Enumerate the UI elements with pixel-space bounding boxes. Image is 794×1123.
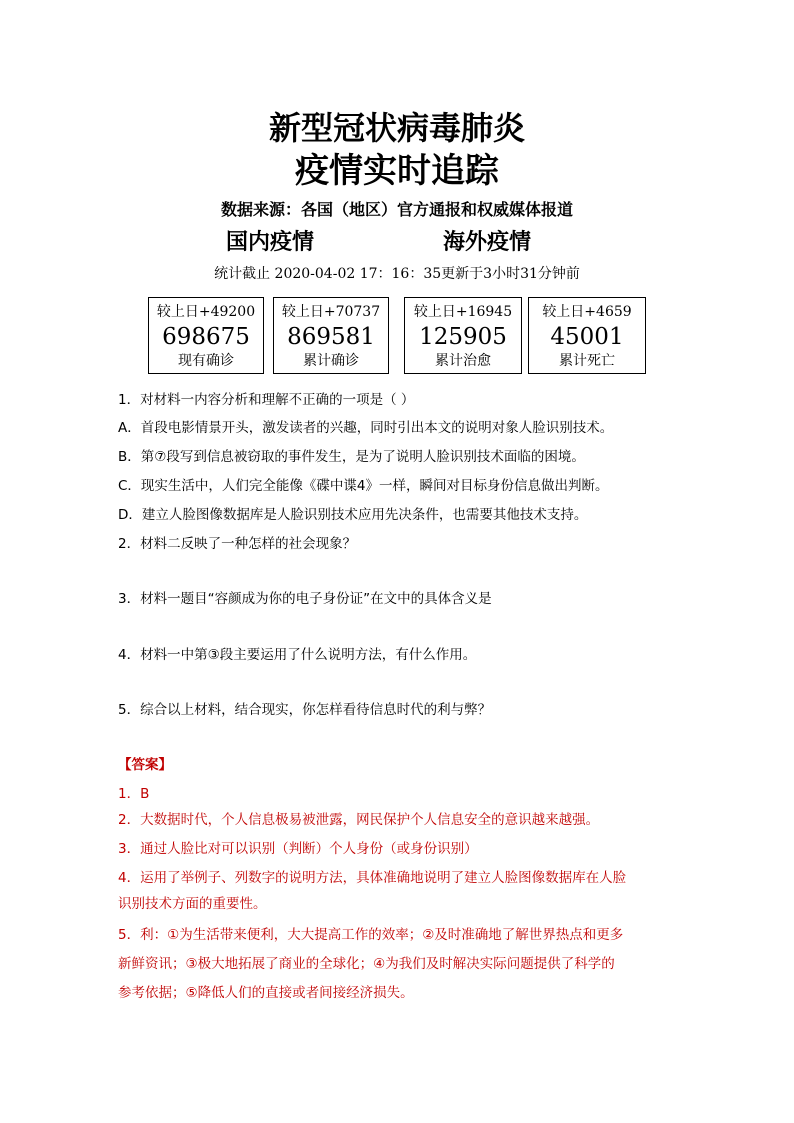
page-subtitle: 疫情实时追踪 (295, 151, 499, 191)
stat-label: 现有确诊 (178, 353, 234, 369)
question-1-option-b: B．第⑦段写到信息被窃取的事件发生，是为了说明人脸识别技术面临的困境。 (118, 449, 585, 465)
question-1-option-c: C．现实生活中，人们完全能像《碟中谍4》一样，瞬间对目标身份信息做出判断。 (118, 478, 609, 494)
stat-delta: 较上日+49200 (156, 304, 256, 320)
page-title: 新型冠状病毒肺炎 (268, 109, 525, 147)
stat-value: 698675 (162, 324, 250, 350)
answer-2: 2．大数据时代，个人信息极易被泄露，网民保护个人信息安全的意识越来越强。 (118, 812, 600, 828)
answer-heading: 【答案】 (118, 757, 172, 773)
answer-5-line-1: 5．利：①为生活带来便利，大大提高工作的效率；②及时准确地了解世界热点和更多 (118, 927, 624, 943)
stat-delta: 较上日+4659 (542, 304, 632, 320)
question-5: 5．综合以上材料，结合现实，你怎样看待信息时代的利与弊？ (118, 702, 492, 718)
stat-card-total-deaths (528, 297, 646, 374)
stat-label: 累计治愈 (435, 353, 491, 369)
stat-card-current-confirmed (148, 297, 264, 374)
stat-value: 45001 (550, 324, 624, 350)
answer-4-line-1: 4．运用了举例子、列数字的说明方法，具体准确地说明了建立人脸图像数据库在人脸 (118, 870, 627, 886)
stat-card-total-confirmed (273, 297, 389, 374)
data-source: 数据来源：各国（地区）官方通报和权威媒体报道 (220, 200, 573, 219)
update-timestamp: 统计截止 2020-04-02 17：16：35更新于3小时31分钟前 (214, 266, 580, 282)
answer-5-line-2: 新鲜资讯；③极大地拓展了商业的全球化；④为我们及时解决实际问题提供了科学的 (118, 956, 615, 972)
question-3: 3．材料一题目“容颜成为你的电子身份证”在文中的具体含义是 (118, 591, 492, 607)
answer-5-line-3: 参考依据；⑤降低人们的直接或者间接经济损失。 (118, 985, 414, 1001)
stat-label: 累计确诊 (303, 353, 359, 369)
question-1: 1．对材料一内容分析和理解不正确的一项是（ ） (118, 392, 415, 408)
answer-4-line-2: 识别技术方面的重要性。 (118, 896, 267, 912)
stat-label: 累计死亡 (559, 353, 615, 369)
question-1-option-d: D．建立人脸图像数据库是人脸识别技术应用先决条件，也需要其他技术支持。 (118, 507, 588, 523)
stat-value: 125905 (419, 324, 507, 350)
stat-delta: 较上日+16945 (413, 304, 513, 320)
stat-card-total-recovered (404, 297, 522, 374)
tab-domestic[interactable]: 国内疫情 (226, 229, 315, 255)
answer-1: 1．B (118, 786, 150, 802)
question-2: 2．材料二反映了一种怎样的社会现象？ (118, 536, 357, 552)
tab-overseas[interactable]: 海外疫情 (443, 229, 532, 255)
stat-delta: 较上日+70737 (281, 304, 381, 320)
stat-value: 869581 (287, 324, 375, 350)
question-4: 4．材料一中第③段主要运用了什么说明方法，有什么作用。 (118, 647, 477, 663)
answer-3: 3．通过人脸比对可以识别（判断）个人身份（或身份识别） (118, 841, 478, 857)
question-1-option-a: A．首段电影情景开头，激发读者的兴趣，同时引出本文的说明对象人脸识别技术。 (118, 420, 614, 436)
